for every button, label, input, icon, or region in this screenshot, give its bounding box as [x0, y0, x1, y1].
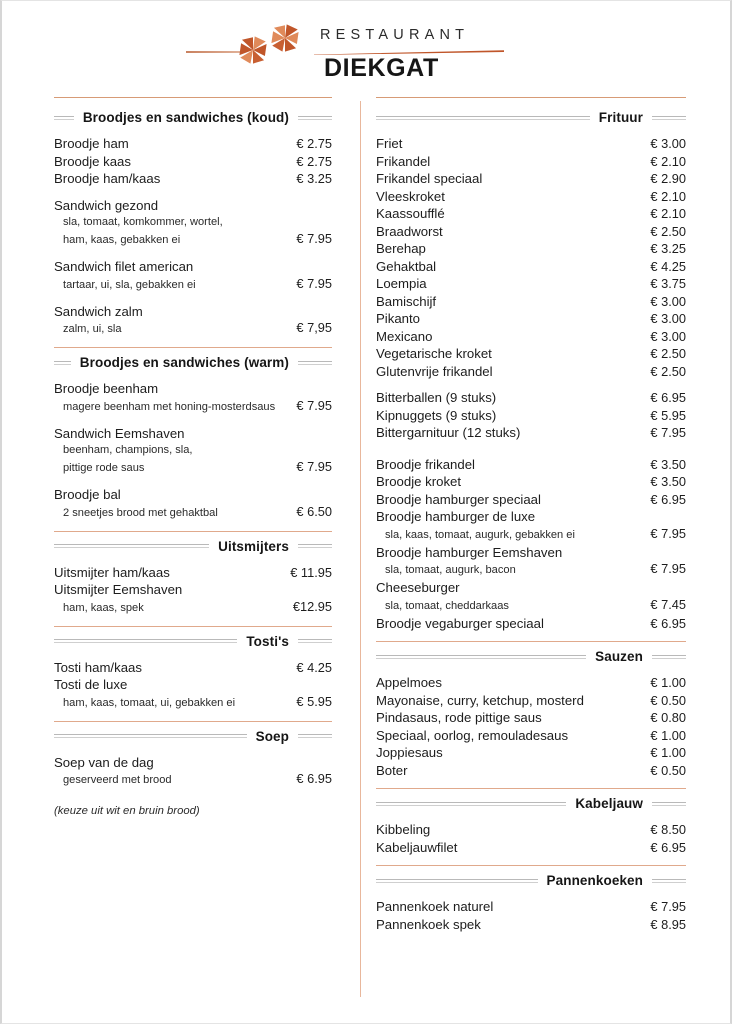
menu-item[interactable]: [54, 659, 332, 677]
menu-item-name: Broodje bal: [54, 487, 121, 502]
menu-item-price: € 3.25: [296, 171, 332, 186]
section-rule-right: [298, 361, 332, 365]
menu-item-price: € 5.95: [650, 407, 686, 423]
section-rule-right: [298, 734, 332, 738]
menu-item-description-row: [54, 231, 332, 249]
menu-item-price: € 4.25: [650, 258, 686, 274]
menu-item-name-row: [54, 581, 332, 599]
menu-item-name-row: [54, 425, 332, 443]
menu-item[interactable]: [376, 407, 686, 425]
menu-item[interactable]: [54, 564, 332, 582]
menu-item[interactable]: [54, 581, 332, 617]
menu-item-description: tartaar, ui, sla, gebakken ei: [63, 278, 196, 291]
column-top-rule: [376, 97, 686, 98]
section-header: [54, 634, 332, 649]
menu-item-price: € 1.00: [650, 727, 686, 743]
menu-item-name: Joppiesaus: [376, 745, 443, 760]
menu-item-name: Broodje vegaburger speciaal: [376, 615, 544, 631]
section-rule-left: [376, 116, 590, 120]
menu-item-name: Mexicano: [376, 328, 433, 344]
menu-column-left: [16, 97, 346, 1009]
section-rule-right: [652, 802, 686, 806]
menu-item-description: sla, tomaat, augurk, bacon: [385, 564, 516, 576]
menu-item-description: beenham, champions, sla,: [63, 444, 193, 456]
menu-item[interactable]: [54, 486, 332, 522]
menu-item[interactable]: [376, 170, 686, 188]
menu-item-name-row: [376, 508, 686, 526]
menu-item-price: € 3.00: [650, 311, 686, 326]
menu-item-name: Vleeskroket: [376, 188, 445, 204]
menu-item-description: zalm, ui, sla: [63, 323, 122, 335]
menu-item-price: € 8.50: [650, 822, 686, 837]
menu-item-description-row: [376, 526, 686, 544]
menu-item-description: sla, tomaat, cheddarkaas: [385, 599, 509, 612]
menu-item-name: Bamischijf: [376, 293, 437, 309]
menu-item-price: € 3.00: [650, 328, 686, 344]
menu-item-description-row: [54, 599, 332, 617]
menu-item-description-row: [54, 320, 332, 338]
spacer: [54, 477, 332, 486]
menu-item-price: € 2.90: [650, 171, 686, 186]
menu-item-price: € 7.95: [650, 561, 686, 576]
menu-item-price: € 2.10: [650, 206, 686, 221]
spacer: [54, 416, 332, 425]
menu-item[interactable]: [376, 674, 686, 692]
menu-item[interactable]: [376, 275, 686, 293]
menu-item[interactable]: [376, 293, 686, 311]
menu-item[interactable]: [376, 188, 686, 206]
menu-item-name: Frikandel speciaal: [376, 171, 483, 186]
column-top-rule: [54, 97, 332, 98]
section-rule-right: [652, 116, 686, 120]
menu-item[interactable]: [376, 473, 686, 491]
menu-item[interactable]: [376, 579, 686, 615]
menu-item-name-row: [54, 676, 332, 694]
menu-item-price: € 6.95: [650, 390, 686, 405]
menu-item-name: Bitterballen (9 stuks): [376, 390, 497, 405]
menu-item-price: € 4.25: [296, 659, 332, 675]
section-title: Kabeljauw: [575, 796, 643, 811]
menu-item[interactable]: [376, 223, 686, 241]
section-title: Tosti's: [246, 633, 289, 649]
menu-item-name: Pannenkoek naturel: [376, 899, 494, 914]
menu-item-description: geserveerd met brood: [63, 774, 172, 786]
section-separator: [54, 531, 332, 532]
menu-item-name: Broodje kaas: [54, 153, 131, 169]
menu-item-description-row: [54, 398, 332, 416]
menu-item[interactable]: [376, 258, 686, 276]
section-title: Pannenkoeken: [546, 873, 643, 888]
menu-item-description-row: [376, 561, 686, 579]
menu-item-price: €12.95: [292, 598, 332, 614]
menu-item-description: pittige rode saus: [63, 462, 145, 474]
menu-item-price: € 2.75: [296, 153, 332, 169]
menu-item[interactable]: [376, 709, 686, 727]
menu-item-price: € 1.00: [650, 675, 686, 690]
menu-item-description-row: [54, 442, 332, 459]
menu-item[interactable]: [376, 491, 686, 509]
section-rule-left: [54, 544, 209, 548]
section-separator: [376, 865, 686, 866]
menu-item[interactable]: [54, 754, 332, 790]
menu-item-description: sla, tomaat, komkommer, wortel,: [63, 216, 223, 228]
menu-item-price: € 5.95: [296, 693, 332, 709]
spacer: [54, 249, 332, 258]
section-header: [54, 355, 332, 370]
menu-item[interactable]: [54, 303, 332, 339]
menu-item-name: Gehaktbal: [376, 258, 437, 274]
spacer: [54, 188, 332, 197]
menu-item-name: Pikanto: [376, 311, 420, 326]
menu-item-name: Mayonaise, curry, ketchup, mosterd: [376, 692, 584, 708]
menu-item-price: € 3.00: [650, 293, 686, 309]
menu-item-price: € 6.95: [296, 771, 332, 786]
menu-item[interactable]: [376, 389, 686, 407]
menu-item[interactable]: [54, 135, 332, 153]
menu-item-name: Kabeljauwfilet: [376, 839, 458, 855]
menu-item-name: Pindasaus, rode pittige saus: [376, 710, 542, 725]
menu-item-name: Pannenkoek spek: [376, 916, 481, 932]
menu-item[interactable]: [54, 676, 332, 712]
menu-item-price: € 0.50: [650, 762, 686, 778]
menu-item-name: Broodje hamburger Eemshaven: [376, 544, 563, 560]
menu-item-price: € 7.95: [650, 899, 686, 914]
menu-columns: [2, 97, 730, 1009]
menu-item-price: € 2.50: [650, 223, 686, 239]
menu-item[interactable]: [54, 197, 332, 250]
menu-item-name: Speciaal, oorlog, remouladesaus: [376, 727, 569, 743]
menu-item-price: € 11.95: [290, 564, 332, 580]
restaurant-logo: [2, 1, 730, 97]
menu-item-name-row: [54, 486, 332, 504]
spacer: [376, 380, 686, 389]
section-items: [376, 135, 686, 632]
section-title: Broodjes en sandwiches (warm): [79, 355, 289, 370]
section-separator: [54, 626, 332, 627]
menu-item-description-row: [54, 214, 332, 231]
menu-item-description-row: [54, 504, 332, 522]
menu-item-price: € 1.00: [650, 745, 686, 760]
menu-item-name-row: [54, 197, 332, 215]
section-rule-left: [376, 802, 566, 806]
menu-item[interactable]: [376, 424, 686, 442]
menu-item[interactable]: [376, 363, 686, 381]
menu-item-name: Sandwich zalm: [54, 303, 143, 319]
menu-item-price: € 3.50: [650, 474, 686, 489]
menu-item[interactable]: [376, 615, 686, 633]
menu-item[interactable]: [376, 205, 686, 223]
menu-item-description: ham, kaas, tomaat, ui, gebakken ei: [63, 696, 236, 709]
menu-item-name: Sandwich Eemshaven: [54, 425, 185, 441]
menu-item-name: Tosti ham/kaas: [54, 659, 142, 675]
menu-item-name: Friet: [376, 136, 403, 151]
section-rule-left: [376, 879, 538, 883]
menu-item-name: Boter: [376, 762, 408, 778]
menu-item-name: Sandwich filet american: [54, 259, 194, 274]
menu-item-name: Sandwich gezond: [54, 197, 159, 213]
menu-item-price: € 7.95: [296, 275, 332, 291]
menu-item-price: € 3.00: [650, 136, 686, 151]
section-header: [376, 796, 686, 811]
menu-item-description: ham, kaas, gebakken ei: [63, 234, 181, 246]
menu-item[interactable]: [54, 425, 332, 478]
section-separator: [376, 641, 686, 642]
menu-item-description: ham, kaas, spek: [63, 601, 144, 614]
menu-item-name: Tosti de luxe: [54, 677, 128, 692]
spacer: [376, 442, 686, 456]
menu-item-name: Frikandel: [376, 153, 431, 169]
menu-item-price: € 8.95: [650, 916, 686, 932]
section-title: Broodjes en sandwiches (koud): [82, 110, 289, 125]
menu-item-name: Appelmoes: [376, 675, 442, 690]
menu-item[interactable]: [376, 135, 686, 153]
menu-item-price: € 7.95: [296, 459, 332, 474]
section-rule-right: [652, 879, 686, 883]
section-items: [376, 821, 686, 856]
menu-item-description-row: [376, 597, 686, 615]
menu-item[interactable]: [376, 727, 686, 745]
section-separator: [54, 721, 332, 722]
menu-item-name: Broodje frikandel: [376, 456, 475, 472]
menu-item-name: Broodje hamburger speciaal: [376, 491, 541, 507]
spacer: [54, 294, 332, 303]
menu-item-price: € 0.80: [650, 710, 686, 725]
section-rule-right: [298, 116, 332, 120]
section-rule-right: [652, 655, 686, 659]
menu-item[interactable]: [376, 153, 686, 171]
menu-item-price: € 6.95: [650, 615, 686, 631]
section-rule-left: [54, 639, 237, 643]
section-separator: [54, 347, 332, 348]
menu-item[interactable]: [376, 508, 686, 544]
menu-item-name: Glutenvrije frikandel: [376, 363, 493, 379]
menu-item[interactable]: [376, 898, 686, 916]
menu-item-price: € 6.95: [650, 491, 686, 507]
menu-item-price: € 7.95: [650, 425, 686, 440]
menu-item-price: € 7.95: [650, 525, 686, 541]
section-title: Soep: [255, 728, 289, 744]
menu-item-name: Kaassoufflé: [376, 206, 445, 221]
menu-item-name-row: [376, 579, 686, 597]
section-header: [376, 873, 686, 888]
menu-item-price: € 2.50: [650, 363, 686, 379]
section-title: Uitsmijters: [218, 538, 289, 554]
menu-item-price: € 3.25: [650, 241, 686, 256]
menu-item[interactable]: [376, 328, 686, 346]
menu-item-name: Berehap: [376, 241, 426, 256]
menu-item-name: Broodje hamburger de luxe: [376, 509, 536, 524]
menu-item[interactable]: [54, 380, 332, 416]
menu-item-name: Broodje beenham: [54, 381, 159, 396]
section-rule-right: [298, 639, 332, 643]
menu-item-price: € 7,95: [296, 320, 332, 335]
menu-item-description: 2 sneetjes brood met gehaktbal: [63, 506, 218, 519]
menu-item-price: € 3.75: [650, 276, 686, 291]
menu-item-name: Bittergarnituur (12 stuks): [376, 425, 521, 440]
menu-item-price: € 7.95: [296, 397, 332, 413]
section-rule-left: [54, 734, 247, 738]
menu-item-name-row: [54, 380, 332, 398]
menu-item-description: magere beenham met honing-mosterdsaus: [63, 400, 276, 413]
menu-item[interactable]: [376, 916, 686, 934]
menu-item-name-row: [376, 544, 686, 562]
section-rule-left: [376, 655, 586, 659]
menu-item[interactable]: [376, 544, 686, 580]
menu-item-name: Uitsmijter ham/kaas: [54, 564, 170, 580]
menu-item-name: Uitsmijter Eemshaven: [54, 582, 183, 597]
pinwheel-mark-icon: [236, 33, 270, 67]
section-header: [376, 649, 686, 664]
menu-item-description-row: [54, 694, 332, 712]
menu-item-price: € 2.50: [650, 346, 686, 361]
section-items: [54, 380, 332, 522]
section-items: [54, 135, 332, 338]
menu-item[interactable]: [376, 839, 686, 857]
menu-item-description-row: [54, 771, 332, 789]
menu-item-description: sla, kaas, tomaat, augurk, gebakken ei: [385, 528, 575, 541]
section-rule-right: [298, 544, 332, 548]
menu-item-price: € 6.50: [296, 503, 332, 519]
menu-item[interactable]: [376, 821, 686, 839]
logo-restaurant-name: DIEKGAT: [324, 54, 439, 82]
menu-item-name-row: [54, 303, 332, 321]
section-header: [54, 110, 332, 125]
menu-item-description-row: [54, 459, 332, 477]
menu-item-name: Vegetarische kroket: [376, 346, 492, 361]
menu-item[interactable]: [376, 692, 686, 710]
menu-item-price: € 6.95: [650, 839, 686, 855]
menu-item-name: Braadworst: [376, 223, 443, 239]
menu-item-price: € 2.75: [296, 136, 332, 151]
menu-item-name: Kipnuggets (9 stuks): [376, 407, 497, 423]
menu-item[interactable]: [376, 456, 686, 474]
menu-item-name: Soep van de dag: [54, 754, 154, 770]
section-items: [376, 674, 686, 779]
menu-item-price: € 2.10: [650, 188, 686, 204]
section-items: [54, 564, 332, 617]
menu-item[interactable]: [376, 744, 686, 762]
menu-item-name: Broodje kroket: [376, 474, 462, 489]
section-rule-left: [54, 116, 74, 120]
menu-item[interactable]: [54, 258, 332, 294]
section-header: [376, 110, 686, 125]
menu-note: (keuze uit wit en bruin brood): [54, 805, 200, 817]
pinwheel-mark-secondary-icon: [268, 21, 302, 55]
logo-restaurant-word: RESTAURANT: [320, 27, 470, 43]
section-title: Frituur: [598, 110, 643, 125]
menu-item-price: € 7.95: [296, 231, 332, 246]
menu-item[interactable]: [376, 762, 686, 780]
menu-item-description-row: [54, 276, 332, 294]
menu-item-name: Broodje ham: [54, 136, 129, 151]
section-title: Sauzen: [595, 649, 643, 664]
menu-item[interactable]: [54, 153, 332, 171]
section-separator: [376, 788, 686, 789]
menu-item-name-row: [54, 258, 332, 276]
menu-item[interactable]: [376, 310, 686, 328]
menu-item-name-row: [54, 754, 332, 772]
menu-item-price: € 3.50: [650, 456, 686, 472]
section-rule-left: [54, 361, 71, 365]
section-items: [376, 898, 686, 933]
section-header: [54, 729, 332, 744]
section-items: [54, 659, 332, 712]
section-items: [54, 754, 332, 818]
section-header: [54, 539, 332, 554]
menu-item-name: Kibbeling: [376, 822, 431, 837]
menu-column-right: [346, 97, 700, 1009]
menu-item[interactable]: [376, 345, 686, 363]
menu-item-name: Loempia: [376, 276, 427, 291]
menu-item[interactable]: [376, 240, 686, 258]
menu-item[interactable]: [54, 170, 332, 188]
menu-item-price: € 2.10: [650, 153, 686, 169]
menu-item-name: Broodje ham/kaas: [54, 171, 161, 186]
menu-item-name: Cheeseburger: [376, 580, 460, 595]
menu-item-price: € 7.45: [650, 596, 686, 612]
menu-item-price: € 0.50: [650, 692, 686, 708]
